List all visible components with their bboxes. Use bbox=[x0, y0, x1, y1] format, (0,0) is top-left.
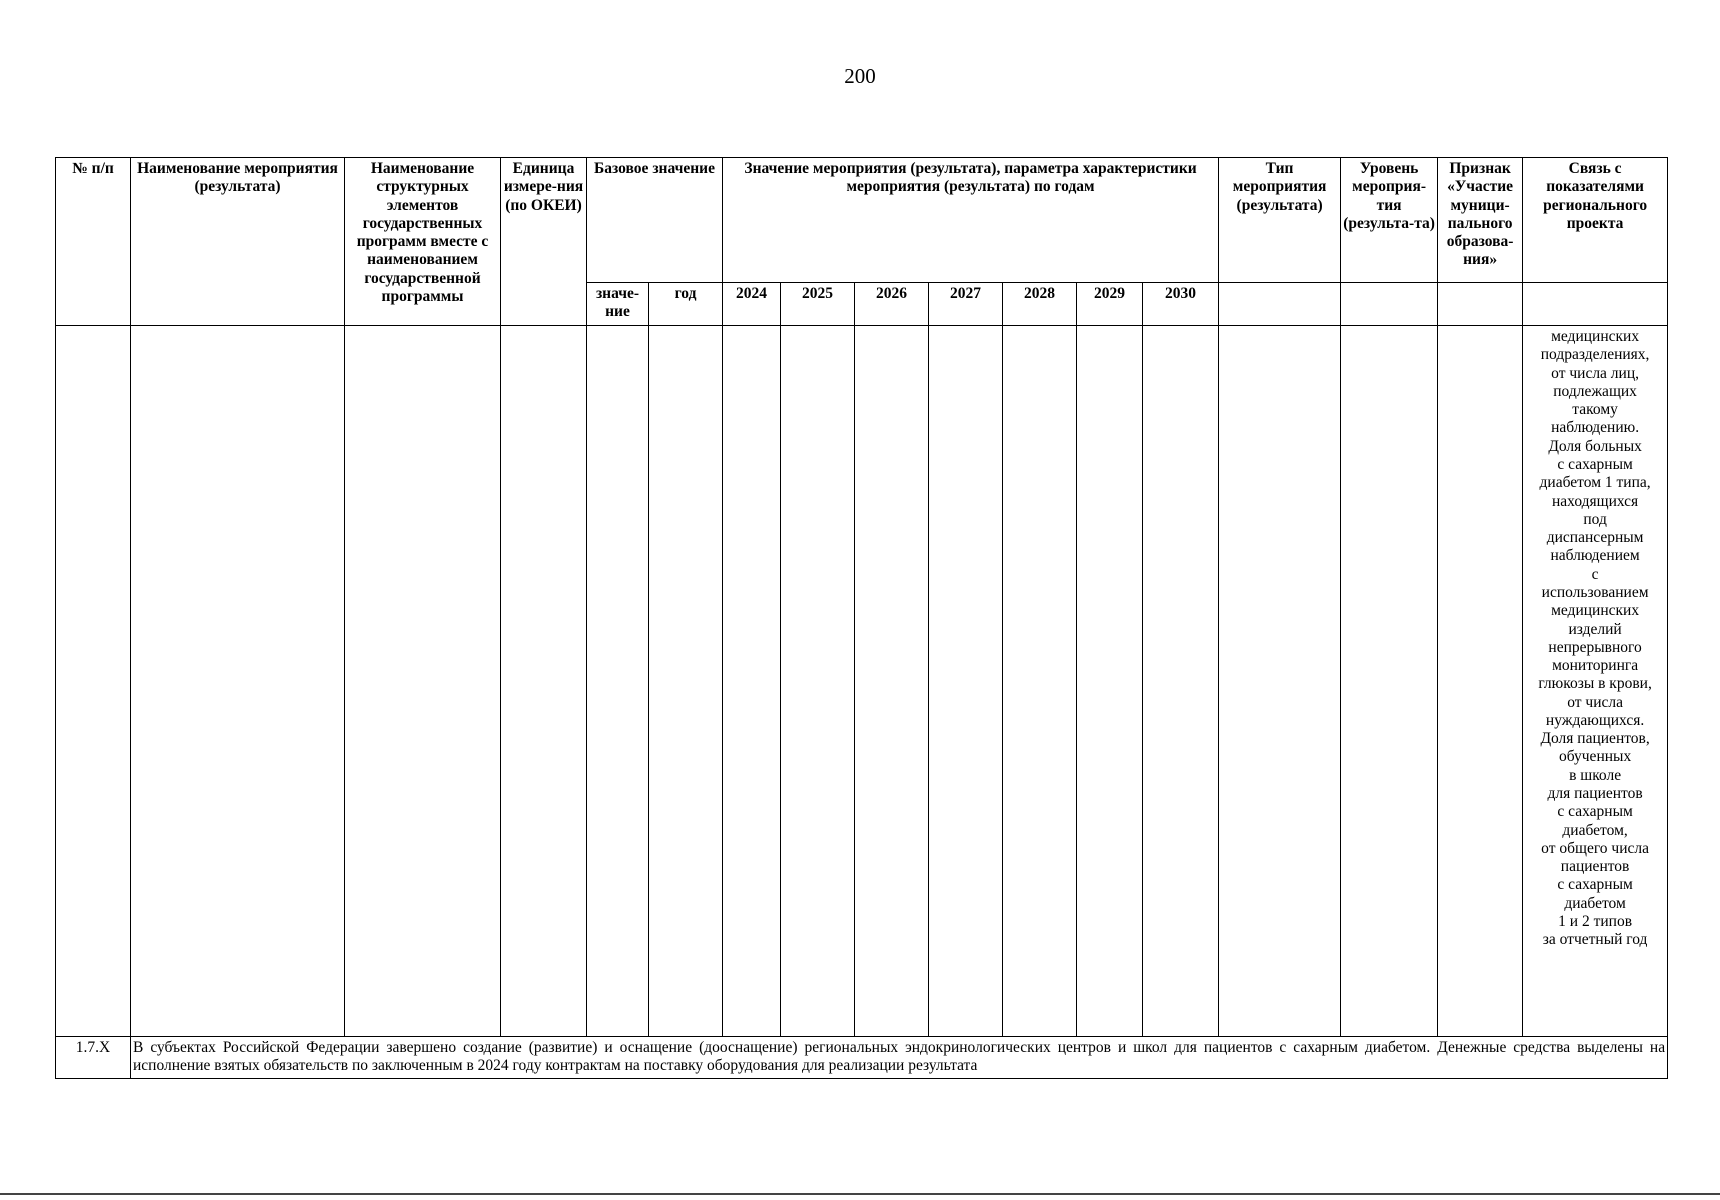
header-values: Значение мероприятия (результата), параметра характеристики мероприятия (результата) по годам bbox=[723, 158, 1219, 283]
link-line: диабетом bbox=[1564, 894, 1626, 912]
link-line: диабетом, bbox=[1562, 821, 1628, 839]
cell-num bbox=[56, 326, 131, 1037]
header-year-2026: 2026 bbox=[855, 283, 929, 326]
link-line: непрерывного bbox=[1548, 638, 1642, 656]
link-line: наблюдением bbox=[1550, 547, 1640, 565]
cell-struct bbox=[345, 326, 501, 1037]
header-year-2028: 2028 bbox=[1003, 283, 1077, 326]
header-sign-empty bbox=[1438, 283, 1523, 326]
header-year-2029: 2029 bbox=[1077, 283, 1143, 326]
page-number: 200 bbox=[844, 64, 876, 88]
link-line: мониторинга bbox=[1552, 657, 1639, 675]
header-year-2027: 2027 bbox=[929, 283, 1003, 326]
link-line: для пациентов bbox=[1547, 785, 1643, 803]
cell-sign bbox=[1438, 326, 1523, 1037]
link-line: такому bbox=[1572, 401, 1618, 419]
link-line: с bbox=[1591, 565, 1599, 583]
cell-base-value bbox=[587, 326, 649, 1037]
link-line: глюкозы в крови, bbox=[1538, 675, 1652, 693]
cell-2028 bbox=[1003, 326, 1077, 1037]
link-line: Доля пациентов, bbox=[1540, 730, 1650, 748]
header-link-empty bbox=[1523, 283, 1668, 326]
link-line: от числа лиц, bbox=[1551, 364, 1640, 382]
cell-2027 bbox=[929, 326, 1003, 1037]
header-base-value: значе-ние bbox=[587, 283, 649, 326]
link-line: диабетом 1 типа, bbox=[1539, 474, 1651, 492]
link-line: медицинских bbox=[1551, 328, 1640, 345]
header-level-empty bbox=[1341, 283, 1438, 326]
cell-link-continued bbox=[1523, 326, 1668, 1037]
cell-level bbox=[1341, 326, 1438, 1037]
header-link: Связь с показателями регионального проекта bbox=[1523, 158, 1668, 283]
table-row bbox=[56, 326, 1668, 1037]
header-struct: Наименование структурных элементов государственных программ вместе с наименованием государственной программы bbox=[345, 158, 501, 326]
header-unit: Единица измере-ния (по ОКЕИ) bbox=[501, 158, 587, 326]
link-line: пациентов bbox=[1560, 858, 1630, 876]
header-level: Уровень мероприя-тия (результа-та) bbox=[1341, 158, 1438, 283]
cell-2024 bbox=[723, 326, 781, 1037]
cell-name bbox=[131, 326, 345, 1037]
link-line: медицинских bbox=[1551, 602, 1640, 620]
link-line: 1 и 2 типов bbox=[1558, 913, 1633, 930]
link-line: изделий bbox=[1568, 620, 1622, 638]
header-year-2025: 2025 bbox=[781, 283, 855, 326]
link-line: нуждающихся. bbox=[1545, 711, 1645, 729]
cell-unit bbox=[501, 326, 587, 1037]
link-line: с сахарным bbox=[1557, 803, 1633, 821]
link-line: подразделениях, bbox=[1540, 346, 1650, 364]
cell-2029 bbox=[1077, 326, 1143, 1037]
header-sign: Признак «Участие муници-пального образова-ния» bbox=[1438, 158, 1523, 283]
link-line: от общего числа bbox=[1541, 839, 1649, 857]
link-line: использованием bbox=[1541, 583, 1649, 601]
header-year-2024: 2024 bbox=[723, 283, 781, 326]
note-text: В субъектах Российской Федерации завершено создание (развитие) и оснащение (дооснащение) региональных эндокринологических центров и школ для пациентов с сахарным диабетом. Денежные средства выделены на исполнение взятых обязательств по заключенным в 2024 году контрактам на поставку оборудования для реализации результата bbox=[131, 1037, 1668, 1079]
link-line: с сахарным bbox=[1557, 876, 1633, 894]
link-line: подлежащих bbox=[1553, 382, 1637, 400]
header-base-year: год bbox=[649, 283, 723, 326]
link-line: диспансерным bbox=[1546, 529, 1644, 547]
link-line: с сахарным bbox=[1557, 455, 1633, 473]
header-base: Базовое значение bbox=[587, 158, 723, 283]
link-line: за отчетный год bbox=[1542, 931, 1648, 949]
results-table bbox=[55, 157, 1668, 1079]
header-type: Тип мероприятия (результата) bbox=[1219, 158, 1341, 283]
cell-base-year bbox=[649, 326, 723, 1037]
header-row-1 bbox=[56, 158, 1668, 283]
header-type-empty bbox=[1219, 283, 1341, 326]
note-row bbox=[56, 1037, 1668, 1079]
link-line: Доля больных bbox=[1548, 437, 1642, 455]
link-line: находящихся bbox=[1551, 492, 1639, 510]
link-line: обученных bbox=[1558, 748, 1632, 766]
header-num: № п/п bbox=[56, 158, 131, 326]
link-line: под bbox=[1583, 510, 1607, 528]
link-line: от числа bbox=[1567, 693, 1623, 711]
header-name: Наименование мероприятия (результата) bbox=[131, 158, 345, 326]
cell-2030 bbox=[1143, 326, 1219, 1037]
note-number: 1.7.Х bbox=[56, 1037, 131, 1079]
cell-2025 bbox=[781, 326, 855, 1037]
link-line: наблюдению. bbox=[1551, 419, 1640, 437]
cell-2026 bbox=[855, 326, 929, 1037]
link-line: в школе bbox=[1569, 766, 1622, 784]
cell-type bbox=[1219, 326, 1341, 1037]
header-year-2030: 2030 bbox=[1143, 283, 1219, 326]
bottom-rule bbox=[0, 1193, 1720, 1195]
